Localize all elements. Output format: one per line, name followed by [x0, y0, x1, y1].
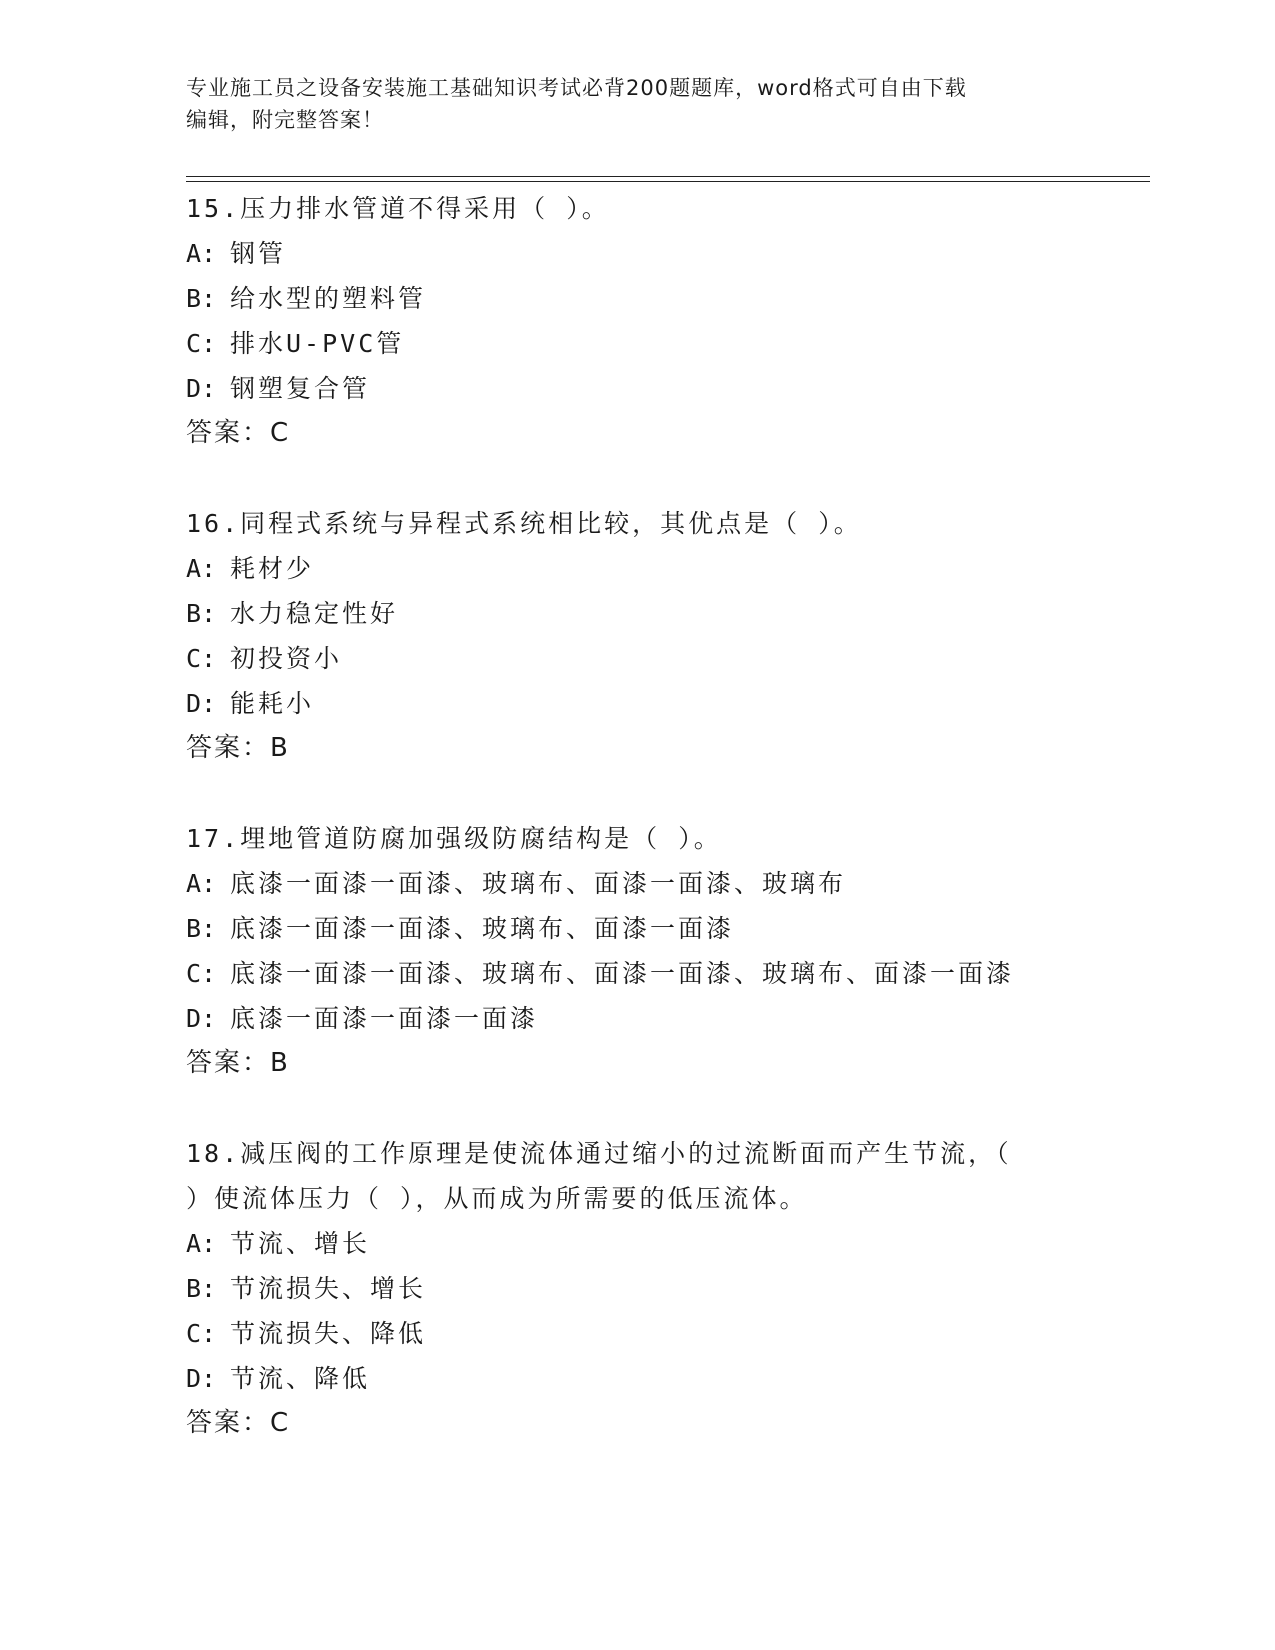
option-text: 能耗小 [230, 689, 315, 718]
question-stem: 17.埋地管道防腐加强级防腐结构是（ ）。 [186, 824, 722, 853]
option-text: 底漆一面漆一面漆一面漆 [230, 1004, 539, 1033]
option-text: 初投资小 [230, 644, 343, 673]
option-text: 节流损失、增长 [230, 1274, 427, 1303]
option-key: D: [186, 374, 217, 403]
question-17 [186, 816, 1086, 1086]
option-c [186, 321, 1086, 366]
answer-line: 答案：C [186, 1408, 291, 1438]
option-d [186, 366, 1086, 411]
option-key: B: [186, 284, 217, 313]
option-b [186, 906, 1086, 951]
answer-line: 答案：C [186, 418, 291, 448]
option-key: C: [186, 644, 217, 673]
header-line-1: 专业施工员之设备安装施工基础知识考试必背200题题库，word格式可自由下载 [186, 76, 967, 100]
question-16 [186, 501, 1086, 771]
question-stem: 18.减压阀的工作原理是使流体通过缩小的过流断面而产生节流，（ [186, 1139, 1012, 1168]
header-divider-top [186, 176, 1150, 177]
option-a [186, 231, 1086, 276]
option-text: 钢管 [230, 239, 287, 268]
answer-line: 答案：B [186, 733, 290, 763]
option-key: A: [186, 1229, 217, 1258]
option-key: D: [186, 1004, 217, 1033]
option-c [186, 1311, 1086, 1356]
option-text: 节流损失、降低 [230, 1319, 427, 1348]
option-b [186, 1266, 1086, 1311]
option-key: A: [186, 554, 217, 583]
option-key: D: [186, 689, 217, 718]
option-text: 节流、降低 [230, 1364, 371, 1393]
option-text: 排水U-PVC管 [230, 329, 405, 358]
option-key: A: [186, 869, 217, 898]
option-c [186, 951, 1086, 996]
option-c [186, 636, 1086, 681]
header-divider-bottom [186, 181, 1150, 182]
question-stem: 16.同程式系统与异程式系统相比较，其优点是（ ）。 [186, 509, 862, 538]
option-key: A: [186, 239, 217, 268]
option-text: 节流、增长 [230, 1229, 371, 1258]
question-18 [186, 1131, 1086, 1446]
question-15 [186, 186, 1086, 456]
option-d [186, 681, 1086, 726]
option-b [186, 591, 1086, 636]
option-text: 底漆一面漆一面漆、玻璃布、面漆一面漆 [230, 914, 735, 943]
option-text: 给水型的塑料管 [230, 284, 427, 313]
option-key: C: [186, 959, 217, 988]
option-key: B: [186, 914, 217, 943]
option-d [186, 996, 1086, 1041]
option-text: 钢塑复合管 [230, 374, 371, 403]
option-text: 水力稳定性好 [230, 599, 399, 628]
option-a [186, 861, 1086, 906]
option-key: C: [186, 1319, 217, 1348]
option-b [186, 276, 1086, 321]
option-text: 底漆一面漆一面漆、玻璃布、面漆一面漆、玻璃布 [230, 869, 847, 898]
option-key: D: [186, 1364, 217, 1393]
option-key: C: [186, 329, 217, 358]
option-key: B: [186, 599, 217, 628]
option-a [186, 546, 1086, 591]
document-header [186, 72, 1066, 136]
option-d [186, 1356, 1086, 1401]
option-text: 耗材少 [230, 554, 315, 583]
header-line-2: 编辑，附完整答案！ [186, 108, 384, 132]
question-stem-continued: ）使流体压力（ ），从而成为所需要的低压流体。 [186, 1184, 808, 1213]
option-a [186, 1221, 1086, 1266]
option-key: B: [186, 1274, 217, 1303]
answer-line: 答案：B [186, 1048, 290, 1078]
question-stem: 15.压力排水管道不得采用（ ）。 [186, 194, 610, 223]
option-text: 底漆一面漆一面漆、玻璃布、面漆一面漆、玻璃布、面漆一面漆 [230, 959, 1015, 988]
